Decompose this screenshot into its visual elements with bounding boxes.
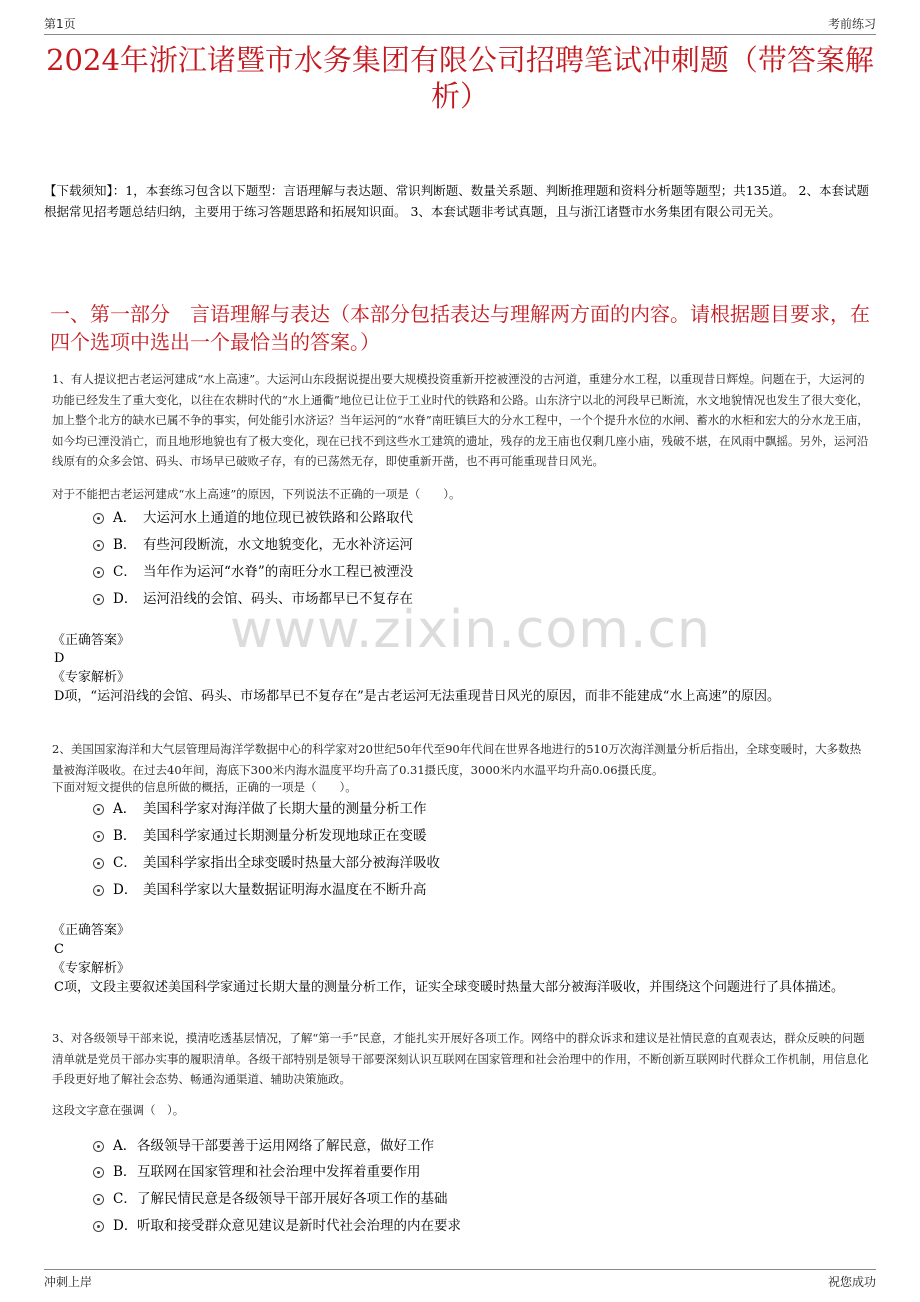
radio-icon[interactable] (93, 831, 104, 842)
question-1-option-b[interactable] (93, 535, 853, 555)
question-1-option-a[interactable] (93, 508, 853, 528)
question-2-option-c[interactable] (93, 853, 853, 873)
option-letter: C． (113, 855, 137, 871)
option-text: 美国科学家对海洋做了长期大量的测量分析工作 (143, 801, 427, 817)
footer-divider (44, 1269, 876, 1270)
watermark: www.zixin.com.cn (230, 600, 711, 660)
question-1-stem: 1、有人提议把古老运河建成“水上高速”。大运河山东段据说提出要大规模投资重新开挖被湮没的古河道，重建分水工程，以重现昔日辉煌。问题在于，大运河的功能已经发生了重大变化，以往在农耕时代的“水上通衢”地位已让位于工业时代的铁路和公路。山东济宁以北的河段早已断流，水文地貌情况也发生了很大变化，加上整个北方的缺水已属不争的事实，何处能引水济运？当年运河的“水脊”南旺镇巨大的分水工程中，一个个提升水位的水闸、蓄水的水柜和宏大的分水龙王庙，如今均已湮没消亡，而且地形地貌也有了极大变化，现在已找不到这些水工建筑的遗址，残存的龙王庙也仅剩几座小庙，残破不堪，在风雨中飘摇。另外，运河沿线原有的众多会馆、码头、市场早已破败孑存，有的已荡然无存，即使重新开凿，也不再可能重现昔日风光。 (52, 372, 869, 468)
option-letter: A． (113, 801, 137, 817)
option-text: 当年作为运河“水脊”的南旺分水工程已被湮没 (143, 564, 414, 580)
question-3-option-b[interactable] (93, 1162, 853, 1182)
option-text: 美国科学家以大量数据证明海水温度在不断升高 (143, 882, 427, 898)
option-text: 互联网在国家管理和社会治理中发挥着重要作用 (137, 1164, 421, 1180)
radio-icon[interactable] (93, 1221, 104, 1232)
question-2-option-a[interactable] (93, 799, 853, 819)
radio-icon[interactable] (93, 540, 104, 551)
download-notice: 【下载须知】：1，本套练习包含以下题型：言语理解与表达题、常识判断题、数量关系题、判断推理题和资料分析题等题型；共135道。 2、本套试题根据常见招考题总结归纳，主要用于练习答题思路和拓展知识面。 3、本套试题非考试真题，且与浙江诸暨市水务集团有限公司无关。 (44, 183, 869, 219)
option-text: 大运河水上通道的地位现已被铁路和公路取代 (143, 510, 413, 526)
radio-icon[interactable] (93, 513, 104, 524)
question-3-prompt: 这段文字意在强调（ ）。 (52, 1103, 185, 1117)
question-2-option-b[interactable] (93, 826, 853, 846)
footer-right-label: 祝您成功 (827, 1275, 876, 1289)
question-1-prompt: 对于不能把古老运河建成“水上高速”的原因，下列说法不正确的一项是（ ）。 (52, 487, 461, 501)
radio-icon[interactable] (93, 567, 104, 578)
question-2-answer-label: 《正确答案》 (52, 923, 131, 938)
question-1-analysis: D项，“运河沿线的会馆、码头、市场都早已不复存在”是古老运河无法重现昔日风光的原因，而非不能建成“水上高速”的原因。 (54, 689, 781, 704)
option-letter: A． (113, 510, 137, 526)
option-text: 了解民情民意是各级领导干部开展好各项工作的基础 (137, 1191, 448, 1207)
radio-icon[interactable] (93, 1167, 104, 1178)
option-letter: C． (113, 1191, 137, 1207)
question-2-answer: C (54, 942, 64, 957)
question-2-analysis-label: 《专家解析》 (52, 961, 131, 976)
option-letter: A． (113, 1138, 137, 1154)
section-heading: 一、第一部分 言语理解与表达（本部分包括表达与理解两方面的内容。请根据题目要求，在四个选项中选出一个最恰当的答案。） (50, 302, 870, 354)
question-3-option-c[interactable] (93, 1189, 853, 1209)
option-letter: B． (113, 537, 137, 553)
footer-left-label: 冲刺上岸 (44, 1275, 93, 1289)
radio-icon[interactable] (93, 1141, 104, 1152)
radio-icon[interactable] (93, 594, 104, 605)
header-divider (44, 34, 876, 35)
option-text: 有些河段断流，水文地貌变化，无水补济运河 (143, 537, 413, 553)
question-2-stem: 2、美国国家海洋和大气层管理局海洋学数据中心的科学家对20世纪50年代至90年代间在世界各地进行的510万次海洋测量分析后指出，全球变暖时，大多数热量被海洋吸收。在过去40年间，海底下300米内海水温度平均升高了0.31摄氏度，3000米内水温平均升高0.06摄氏度。 (52, 742, 862, 777)
option-text: 听取和接受群众意见建议是新时代社会治理的内在要求 (137, 1218, 461, 1234)
question-1-answer-label: 《正确答案》 (52, 633, 131, 648)
option-letter: D． (113, 1218, 138, 1234)
option-text: 运河沿线的会馆、码头、市场都早已不复存在 (143, 591, 413, 607)
question-2-prompt: 下面对短文提供的信息所做的概括，正确的一项是（ ）。 (52, 780, 357, 794)
option-letter: B． (113, 1164, 137, 1180)
page-number: 第1页 (44, 17, 76, 31)
option-letter: D． (113, 591, 138, 607)
option-text: 美国科学家通过长期测量分析发现地球正在变暖 (143, 828, 427, 844)
option-text: 各级领导干部要善于运用网络了解民意，做好工作 (137, 1138, 434, 1154)
question-1-answer: D (54, 651, 65, 666)
question-2-option-d[interactable] (93, 880, 853, 900)
radio-icon[interactable] (93, 1194, 104, 1205)
question-3-stem: 3、对各级领导干部来说，摸清吃透基层情况，了解“第一手”民意，才能扎实开展好各项工作。网络中的群众诉求和建议是社情民意的直观表达，群众反映的问题清单就是党员干部办实事的履职清单。各级干部特别是领导干部要深刻认识互联网在国家管理和社会治理中的作用，不断创新互联网时代群众工作机制，用信息化手段更好地了解社会态势、畅通沟通渠道、辅助决策施政。 (52, 1031, 869, 1086)
header-right-label: 考前练习 (827, 17, 876, 31)
radio-icon[interactable] (93, 885, 104, 896)
question-3-option-d[interactable] (93, 1216, 853, 1236)
question-1-option-d[interactable] (93, 589, 853, 609)
option-letter: D． (113, 882, 138, 898)
question-3-option-a[interactable] (93, 1136, 853, 1156)
option-letter: B． (113, 828, 137, 844)
option-text: 美国科学家指出全球变暖时热量大部分被海洋吸收 (143, 855, 440, 871)
document-title: 2024年浙江诸暨市水务集团有限公司招聘笔试冲刺题（带答案解析） (46, 43, 874, 113)
option-letter: C． (113, 564, 137, 580)
question-1-analysis-label: 《专家解析》 (52, 670, 131, 685)
question-1-option-c[interactable] (93, 562, 853, 582)
question-2-analysis: C项，文段主要叙述美国科学家通过长期大量的测量分析工作，证实全球变暖时热量大部分被海洋吸收，并围绕这个问题进行了具体描述。 (54, 980, 844, 995)
radio-icon[interactable] (93, 804, 104, 815)
radio-icon[interactable] (93, 858, 104, 869)
